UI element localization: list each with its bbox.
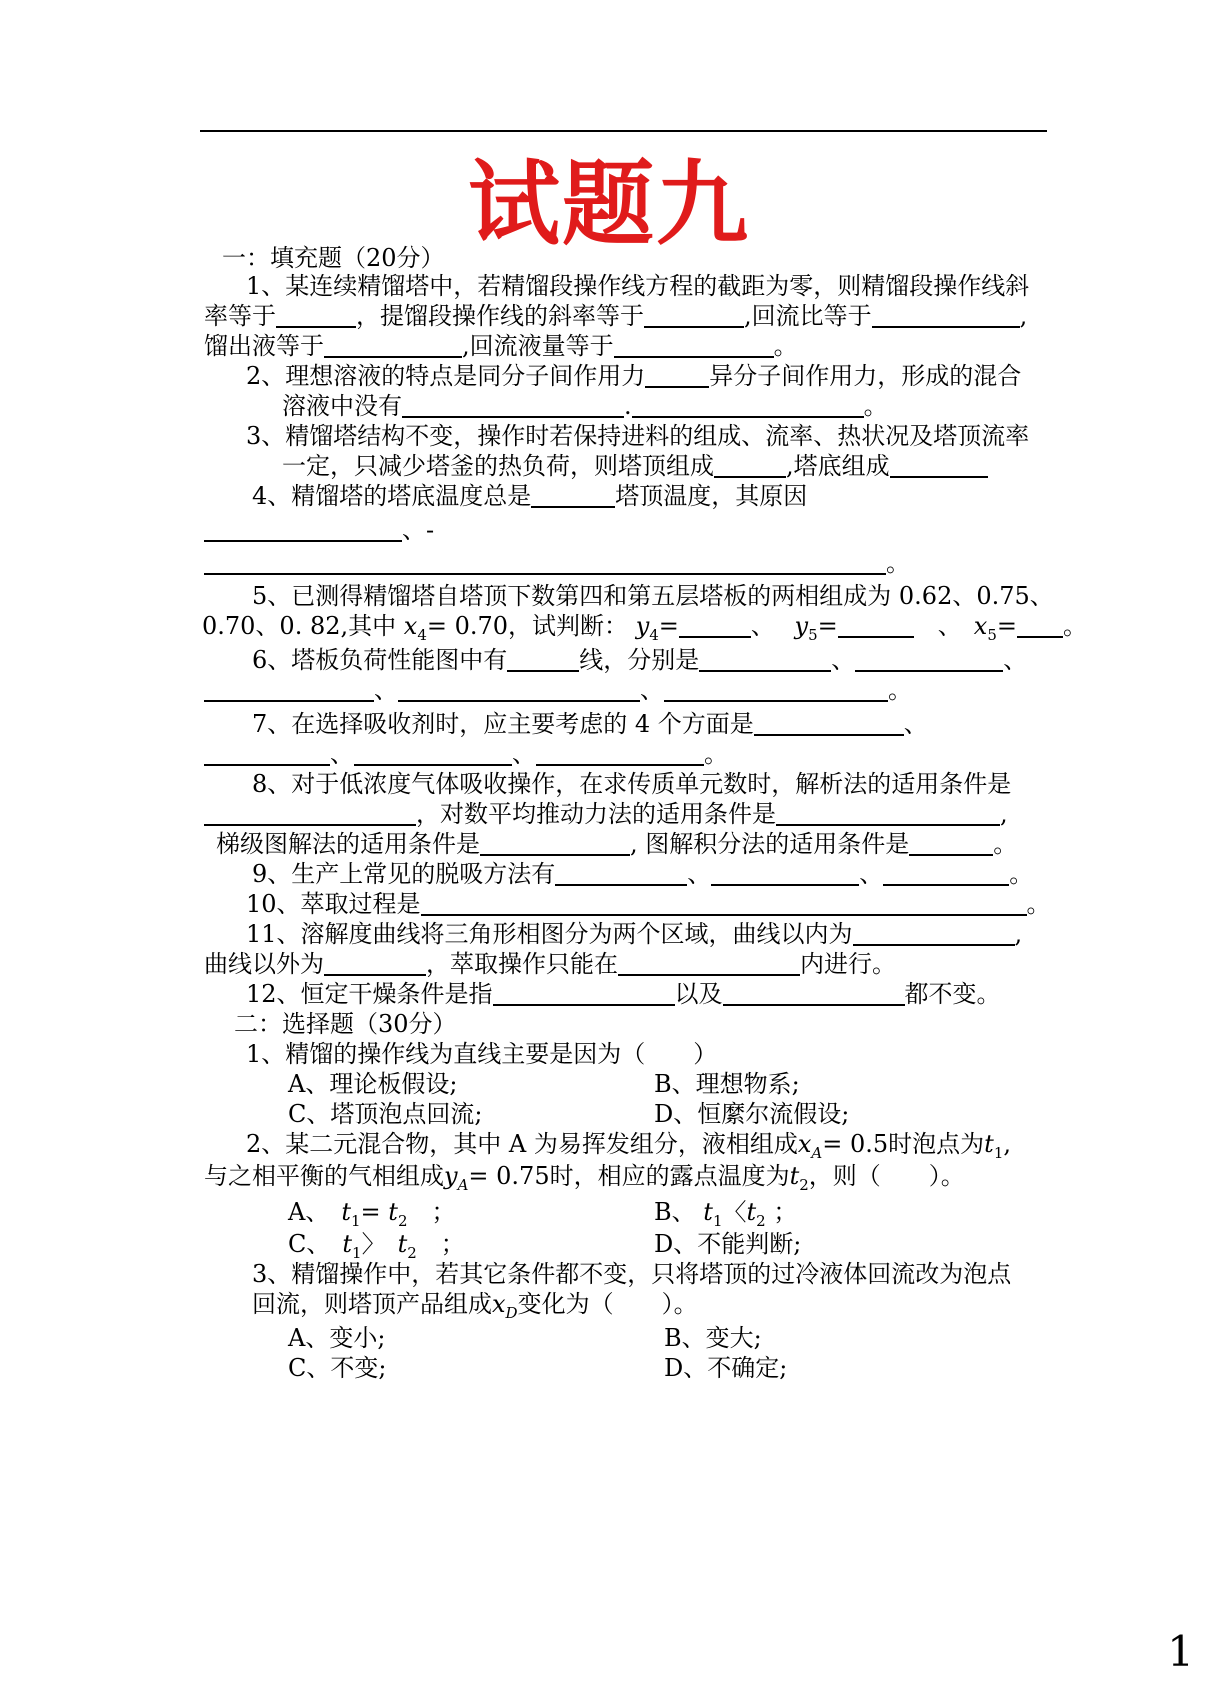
blank[interactable]	[204, 802, 416, 826]
q1-line1: 1、某连续精馏塔中，若精馏段操作线方程的截距为零，则精馏段操作线斜	[246, 272, 1030, 300]
c2-option-c[interactable]: C、 $t_1$〉 $t_2$ ；	[288, 1230, 465, 1262]
c2-line1: 2、某二元混合物，其中 A 为易挥发组分，液相组成$x_A= 0.5$时泡点为$t_1$,	[246, 1130, 1011, 1162]
c1-stem: 1、精馏的操作线为直线主要是因为（ ）	[246, 1040, 718, 1068]
blank[interactable]	[402, 394, 624, 418]
page-title: 试题九	[467, 151, 750, 258]
blank[interactable]	[614, 334, 774, 358]
q6-line1: 6、塔板负荷性能图中有 线，分别是 、 、	[252, 646, 1028, 674]
q5-line1: 5、已测得精馏塔自塔顶下数第四和第五层塔板的两相组成为 0.62、0.75、	[252, 582, 1054, 610]
page-number: 1	[1167, 1627, 1194, 1676]
blank[interactable]	[645, 364, 709, 388]
blank[interactable]	[1017, 614, 1063, 638]
blank[interactable]	[536, 742, 704, 766]
blank[interactable]	[618, 952, 800, 976]
c3-option-c[interactable]: C、不变;	[288, 1354, 387, 1382]
q8-line2: ，对数平均推动力法的适用条件是 ,	[204, 799, 1008, 829]
blank[interactable]	[754, 712, 904, 736]
q8-line3: 梯级图解法的适用条件是 , 图解积分法的适用条件是 。	[216, 830, 1018, 858]
blank[interactable]	[855, 648, 1003, 672]
q5-line2: 0.70、0. 82,其中 $x_4= 0.70$，试判断： $y_4=$ 、 $y_5=$ 、 $x_5=$ 。	[202, 612, 1087, 644]
blank[interactable]	[354, 742, 512, 766]
blank[interactable]	[723, 982, 905, 1006]
q3-line2: 一定，只减少塔釜的热负荷，则塔顶组成 ,塔底组成	[282, 451, 988, 481]
c3-line1: 3、精馏操作中，若其它条件都不变，只将塔顶的过冷液体回流改为泡点	[252, 1260, 1012, 1288]
blank[interactable]	[890, 454, 988, 478]
blank[interactable]	[714, 454, 786, 478]
blank[interactable]	[883, 862, 1009, 886]
blank[interactable]	[324, 952, 426, 976]
blank[interactable]	[480, 832, 630, 856]
blank[interactable]	[507, 648, 579, 672]
choice-heading: 二：选择题（30分）	[234, 1010, 457, 1038]
blank[interactable]	[204, 742, 330, 766]
blank[interactable]	[853, 922, 1015, 946]
c3-option-b[interactable]: B、变大;	[664, 1324, 762, 1352]
q1-line2: 率等于 ，提馏段操作线的斜率等于 ,回流比等于 ,	[204, 302, 1028, 330]
q12-line1: 12、恒定干燥条件是指 以及 都不变。	[246, 980, 1001, 1008]
blank[interactable]	[872, 304, 1020, 328]
blank[interactable]	[324, 334, 462, 358]
q4-line1: 4、精馏塔的塔底温度总是 塔顶温度，其原因	[252, 482, 808, 510]
c2-line2: 与之相平衡的气相组成$y_A= 0.75$时，相应的露点温度为$t_2$，则（ ）。	[204, 1162, 965, 1194]
blank[interactable]	[838, 614, 914, 638]
c2-option-b[interactable]: B、 $t_1$〈$t_2$ ；	[654, 1198, 798, 1230]
blank[interactable]	[632, 394, 864, 418]
blank[interactable]	[204, 518, 402, 542]
c3-option-d[interactable]: D、不确定;	[664, 1354, 788, 1382]
blank[interactable]	[909, 832, 993, 856]
c3-line2: 回流，则塔顶产品组成$x_D$变化为（ ）。	[252, 1290, 698, 1322]
c2-option-d[interactable]: D、不能判断;	[654, 1230, 802, 1258]
blank[interactable]	[555, 862, 687, 886]
c1-option-b[interactable]: B、理想物系;	[654, 1070, 800, 1098]
header-rule	[200, 130, 1047, 132]
q4-line2: 、-	[204, 515, 434, 545]
blank[interactable]	[699, 648, 831, 672]
q4-line3: 。	[204, 548, 910, 578]
blank[interactable]	[664, 678, 888, 702]
blank[interactable]	[711, 862, 859, 886]
q8-line1: 8、对于低浓度气体吸收操作，在求传质单元数时，解析法的适用条件是	[252, 770, 1012, 798]
blank[interactable]	[204, 678, 374, 702]
blank[interactable]	[421, 892, 1027, 916]
c3-option-a[interactable]: A、变小;	[288, 1324, 386, 1352]
c1-option-c[interactable]: C、塔顶泡点回流;	[288, 1100, 483, 1128]
q2-line1: 2、理想溶液的特点是同分子间作用力 异分子间作用力，形成的混合	[246, 362, 1022, 390]
blank[interactable]	[679, 614, 751, 638]
q3-line1: 3、精馏塔结构不变，操作时若保持进料的组成、流率、热状况及塔顶流率	[246, 422, 1030, 450]
blank[interactable]	[776, 802, 1000, 826]
q7-line1: 7、在选择吸收剂时，应主要考虑的 4 个方面是 、	[252, 710, 928, 738]
blank[interactable]	[531, 484, 615, 508]
q11-line1: 11、溶解度曲线将三角形相图分为两个区域，曲线以内为 ,	[246, 920, 1023, 948]
q7-line2: 、 、 。	[204, 739, 728, 769]
blank[interactable]	[204, 551, 886, 575]
c1-option-d[interactable]: D、恒縻尔流假设;	[654, 1100, 850, 1128]
q1-line3: 馏出液等于 ,回流液量等于 。	[204, 332, 798, 360]
blank[interactable]	[493, 982, 675, 1006]
c1-option-a[interactable]: A、理论板假设;	[288, 1070, 458, 1098]
blank[interactable]	[276, 304, 356, 328]
q2-line2: 溶液中没有 . 。	[282, 392, 888, 420]
fill-heading: 一：填充题（20分）	[222, 244, 445, 272]
q9-line1: 9、生产上常见的脱吸方法有 、 、 。	[252, 860, 1034, 888]
c2-option-a[interactable]: A、 $t_1= t_2$ ；	[288, 1198, 456, 1230]
q6-line2: 、 、 。	[204, 675, 912, 705]
blank[interactable]	[398, 678, 640, 702]
q11-line2: 曲线以外为 ，萃取操作只能在 内进行。	[204, 950, 896, 978]
blank[interactable]	[644, 304, 744, 328]
q10-line1: 10、萃取过程是 。	[246, 890, 1051, 918]
